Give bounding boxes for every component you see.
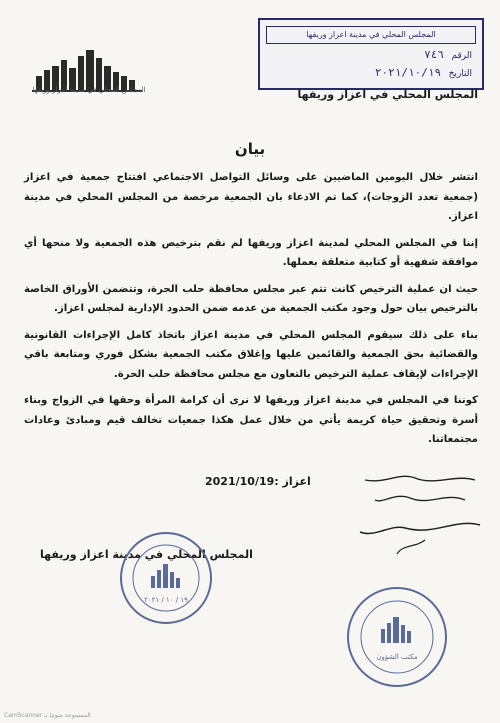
logo-caption: المجلس المحلي في مدينة اعزاز وريفها [32,86,146,94]
seal-right-center-text: مكتب الشؤون [376,653,418,661]
seal-left-date: ١٩ / ١٠ / ٢٠٢١ [144,596,188,604]
paragraph-4: بناء على ذلك سيقوم المجلس المحلي في مدينة اعزاز باتخاذ كامل الإجراءات القانونية والقضائية بحق الجمعية والقائمين عليها وإغلاق مكتب الجمعية بشكل فوري ومتابعة باقي الإجراءات لإيقاف عملية الترخيص بالتعاون مع مجلس محافظة حلب الحرة. [24,329,478,380]
paragraph-5: كوننا في المجلس في مدينة اعزاز وريفها لا نرى أن كرامة المرأة وحقها في الزواج وبناء أسرة وتحقيق حياة كريمة يأتي من خلال عمل هكذا جمعيات تخالف قيم ومبادئ وعادات مجتمعاتنا. [24,395,478,445]
issuer-signature-line: المجلس المحلي في مدينة اعزاز وريفها [40,548,253,561]
registry-stamp [258,18,484,90]
stamp-date-label: التاريخ [448,69,472,79]
paragraph-1: انتشر خلال اليومين الماضيين على وسائل التواصل الاجتماعي افتتاح جمعية في اعزاز (جمعية تعدد الزوجات)، كما تم الادعاء بان الجمعية مرخصة من المجلس المحلي في مدينة اعزاز. [24,172,478,222]
stamp-date: ٢٠٢١/١٠/١٩ [374,66,442,79]
stamp-date-row [375,66,472,79]
stamp-number-label: الرقم [451,51,472,61]
handwritten-signature [305,470,485,560]
official-seal-right [345,585,450,690]
paragraph-2: إننا في المجلس المحلي لمدينة اعزاز وريفها لم نقم بترخيص هذه الجمعية ولا منحها أي موافقة شفهية أو كتابية متعلقة بعملها. [24,237,478,268]
stamp-title: المجلس المحلي في مدينة اعزاز وريفها [266,26,476,44]
statement-heading: بيان [234,140,266,158]
stamp-number-row [424,48,472,61]
scanner-watermark: الممسوحة ضوئيا بـ CamScanner [4,712,91,719]
stamp-number: ٧٤٦ [424,48,444,61]
issuer-header: المجلس المحلي في اعزاز وريفها [297,88,478,101]
place-and-date: اعزاز :2021/10/19 [205,475,311,488]
official-seal-left [118,530,214,626]
statement-body [24,168,478,457]
paragraph-3: حيث ان عملية الترخيص كانت تتم عبر مجلس محافظة حلب الحرة، وتتضمن الأوراق الخاصة بالترخيص بيان حول وجود مكتب الجمعية من عدمه ضمن الحدود الإدارية لمجلس اعزاز. [24,283,478,314]
